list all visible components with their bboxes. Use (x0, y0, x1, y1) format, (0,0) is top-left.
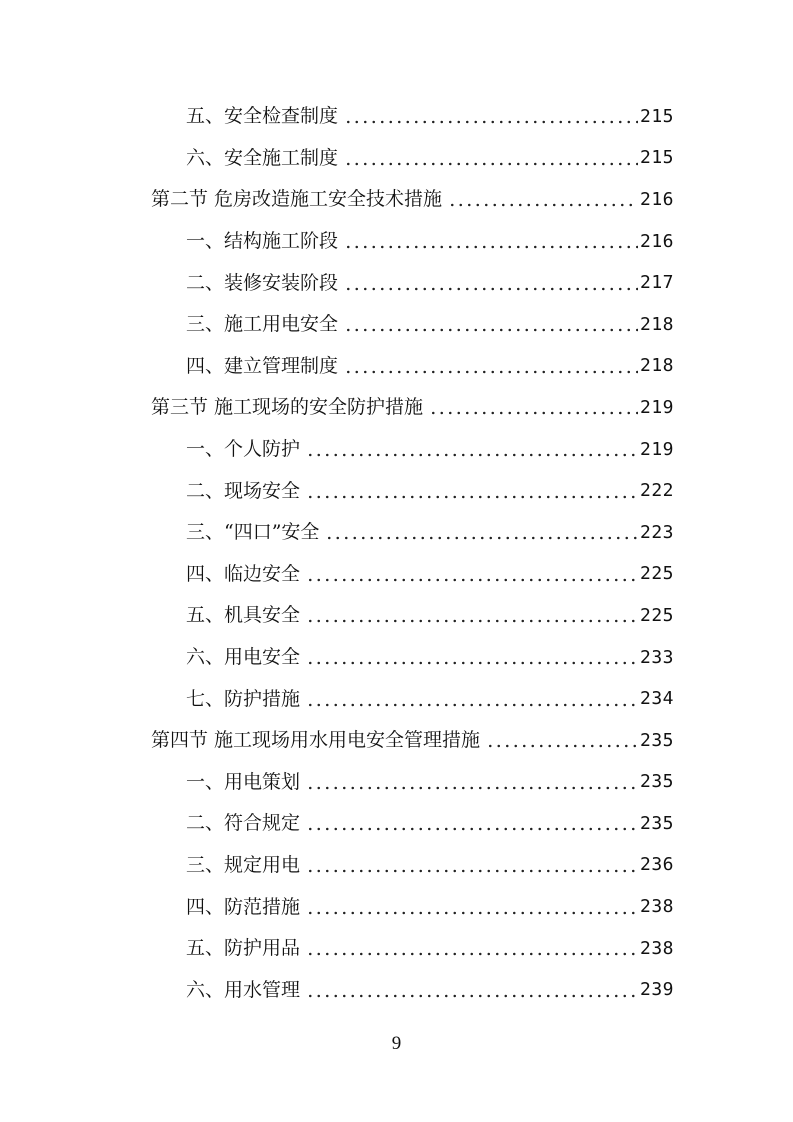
toc-subsection-entry[interactable] (0, 262, 793, 304)
toc-entry-page-number: 225 (640, 604, 675, 626)
toc-entry-title: 六、用电安全 (186, 646, 301, 669)
toc-entry-page-number: 218 (640, 355, 675, 377)
toc-entry-page-number: 238 (640, 896, 675, 918)
toc-subsection-entry[interactable] (0, 429, 793, 471)
toc-entry-page-number: 234 (640, 688, 675, 710)
toc-subsection-entry[interactable] (0, 845, 793, 887)
toc-section-entry[interactable] (0, 387, 793, 429)
toc-subsection-entry[interactable] (0, 762, 793, 804)
toc-entry-title: 四、临边安全 (186, 562, 301, 585)
toc-entry-page-number: 233 (640, 646, 675, 668)
toc-entry-page-number: 216 (640, 230, 675, 252)
toc-entry-title: 六、安全施工制度 (186, 146, 339, 169)
toc-entry-title: 一、结构施工阶段 (186, 230, 339, 253)
toc-dot-leader (344, 357, 638, 376)
toc-entry-title: 三、“四口”安全 (186, 521, 320, 544)
toc-dot-leader (306, 648, 638, 667)
toc-entry-title: 一、用电策划 (186, 770, 301, 793)
toc-subsection-entry[interactable] (0, 969, 793, 1011)
toc-dot-leader (429, 398, 638, 417)
toc-entry-title: 第四节 施工现场用水用电安全管理措施 (151, 729, 481, 752)
toc-entry-title: 二、装修安装阶段 (186, 271, 339, 294)
toc-entry-title: 第二节 危房改造施工安全技术措施 (151, 188, 443, 211)
toc-dot-leader (325, 523, 638, 542)
toc-dot-leader (306, 773, 638, 792)
toc-subsection-entry[interactable] (0, 637, 793, 679)
toc-subsection-entry[interactable] (0, 595, 793, 637)
toc-entry-page-number: 223 (640, 521, 675, 543)
toc-entry-page-number: 235 (640, 729, 675, 751)
toc-subsection-entry[interactable] (0, 221, 793, 263)
toc-entry-page-number: 239 (640, 979, 675, 1001)
toc-dot-leader (306, 565, 638, 584)
toc-entry-page-number: 215 (640, 105, 675, 127)
toc-entry-title: 六、用水管理 (186, 978, 301, 1001)
toc-subsection-entry[interactable] (0, 304, 793, 346)
toc-entry-page-number: 236 (640, 854, 675, 876)
toc-entry-page-number: 222 (640, 480, 675, 502)
toc-entry-page-number: 216 (640, 188, 675, 210)
toc-entry-page-number: 225 (640, 563, 675, 585)
toc-entry-page-number: 219 (640, 396, 675, 418)
toc-entry-title: 第三节 施工现场的安全防护措施 (151, 396, 424, 419)
toc-section-entry[interactable] (0, 179, 793, 221)
toc-entry-title: 四、防范措施 (186, 895, 301, 918)
toc-dot-leader (306, 898, 638, 917)
toc-entry-page-number: 235 (640, 771, 675, 793)
toc-subsection-entry[interactable] (0, 886, 793, 928)
toc-entry-title: 四、建立管理制度 (186, 354, 339, 377)
toc-subsection-entry[interactable] (0, 96, 793, 138)
toc-subsection-entry[interactable] (0, 470, 793, 512)
toc-dot-leader (306, 606, 638, 625)
toc-entry-page-number: 215 (640, 147, 675, 169)
toc-subsection-entry[interactable] (0, 346, 793, 388)
toc-dot-leader (306, 690, 638, 709)
toc-dot-leader (344, 274, 638, 293)
toc-entry-title: 七、防护措施 (186, 687, 301, 710)
toc-subsection-entry[interactable] (0, 138, 793, 180)
toc-entry-title: 二、符合规定 (186, 812, 301, 835)
toc-dot-leader (306, 440, 638, 459)
toc-entry-title: 五、机具安全 (186, 604, 301, 627)
toc-dot-leader (486, 731, 638, 750)
toc-subsection-entry[interactable] (0, 678, 793, 720)
toc-dot-leader (344, 107, 638, 126)
toc-entry-title: 三、规定用电 (186, 853, 301, 876)
toc-entry-title: 三、施工用电安全 (186, 313, 339, 336)
toc-subsection-entry[interactable] (0, 928, 793, 970)
toc-subsection-entry[interactable] (0, 554, 793, 596)
toc-dot-leader (306, 939, 638, 958)
toc-entry-title: 二、现场安全 (186, 479, 301, 502)
toc-entry-page-number: 217 (640, 272, 675, 294)
toc-dot-leader (306, 482, 638, 501)
toc-entry-page-number: 219 (640, 438, 675, 460)
toc-entry-title: 五、防护用品 (186, 937, 301, 960)
toc-entry-page-number: 238 (640, 937, 675, 959)
toc-dot-leader (344, 315, 638, 334)
toc-entry-title: 五、安全检查制度 (186, 105, 339, 128)
toc-dot-leader (448, 190, 638, 209)
toc-entry-page-number: 218 (640, 313, 675, 335)
toc-dot-leader (306, 814, 638, 833)
toc-entry-page-number: 235 (640, 812, 675, 834)
toc-subsection-entry[interactable] (0, 512, 793, 554)
toc-section-entry[interactable] (0, 720, 793, 762)
toc-subsection-entry[interactable] (0, 803, 793, 845)
page-number: 9 (391, 1033, 402, 1054)
toc-entry-title: 一、个人防护 (186, 438, 301, 461)
toc-dot-leader (344, 232, 638, 251)
toc-dot-leader (306, 856, 638, 875)
toc-dot-leader (344, 149, 638, 168)
toc-dot-leader (306, 981, 638, 1000)
table-of-contents (0, 96, 793, 1011)
